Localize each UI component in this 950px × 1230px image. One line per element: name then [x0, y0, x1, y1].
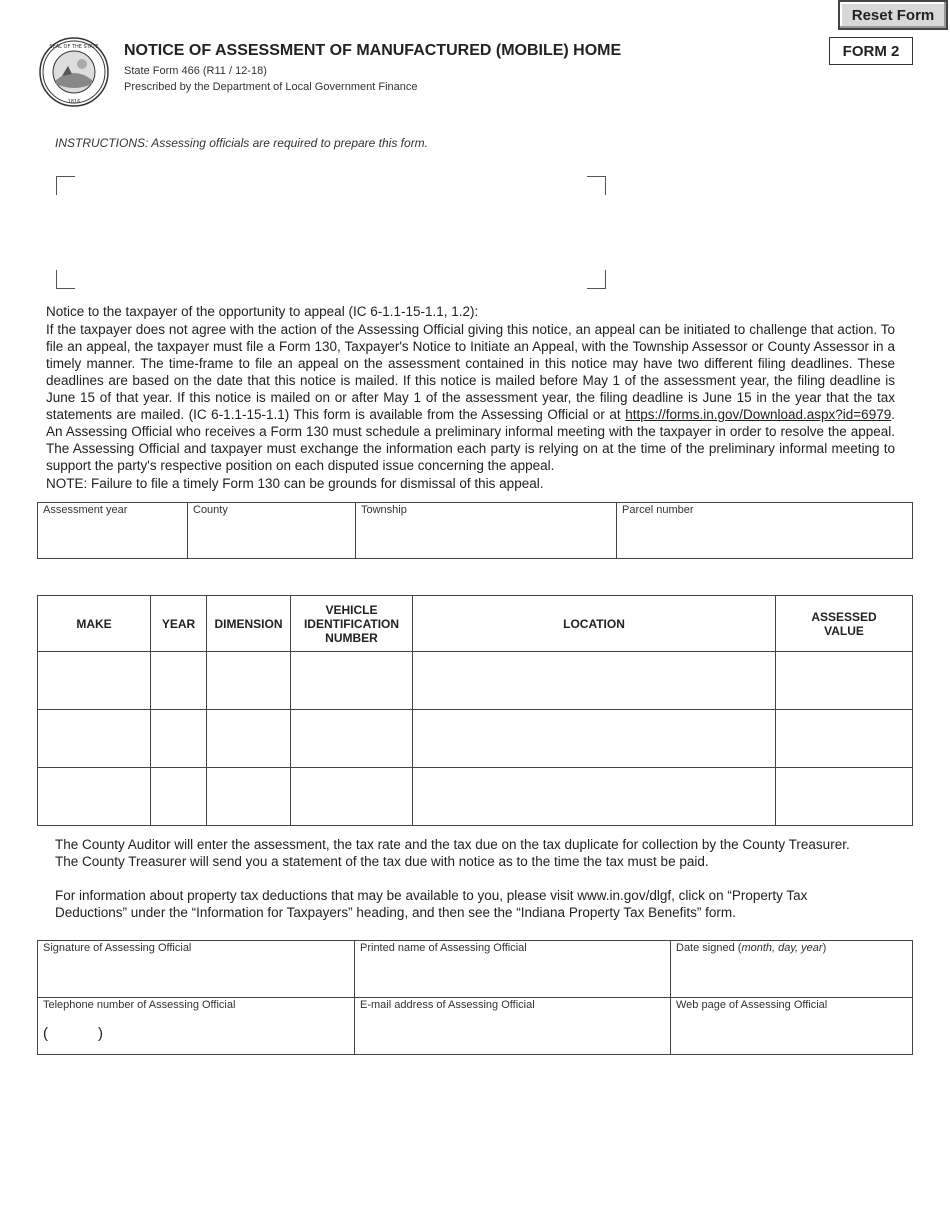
- web-page-label: Web page of Assessing Official: [676, 999, 828, 1011]
- township-label: Township: [361, 504, 407, 516]
- location-cell[interactable]: [413, 710, 776, 768]
- address-window-corner: [587, 176, 606, 195]
- signature-field[interactable]: [38, 941, 355, 998]
- make-cell[interactable]: [38, 768, 151, 826]
- table-row: [38, 652, 913, 710]
- form-title: NOTICE OF ASSESSMENT OF MANUFACTURED (MOBILE) HOME: [124, 42, 622, 59]
- township-field[interactable]: [356, 503, 617, 559]
- appeal-note: NOTE: Failure to file a timely Form 130 can be grounds for dismissal of this appeal.: [46, 476, 544, 491]
- county-label: County: [193, 504, 228, 516]
- instructions-text: INSTRUCTIONS: Assessing officials are required to prepare this form.: [55, 136, 429, 150]
- indiana-state-seal-icon: [38, 36, 110, 108]
- date-signed-field[interactable]: [671, 941, 913, 998]
- county-field[interactable]: [188, 503, 356, 559]
- address-window-corner: [587, 270, 606, 289]
- vin-cell[interactable]: [291, 768, 413, 826]
- assessed-value-cell[interactable]: [776, 768, 913, 826]
- area-code-parens: ( ): [43, 1025, 103, 1042]
- table-row: [38, 710, 913, 768]
- telephone-field[interactable]: [38, 998, 355, 1055]
- signature-label: Signature of Assessing Official: [43, 942, 192, 954]
- date-signed-label: Date signed (month, day, year): [676, 942, 827, 954]
- parcel-number-field[interactable]: [617, 503, 913, 559]
- web-page-field[interactable]: [671, 998, 913, 1055]
- make-cell[interactable]: [38, 652, 151, 710]
- appeal-notice-heading: Notice to the taxpayer of the opportunity to appeal (IC 6-1.1-15-1.1, 1.2):: [46, 304, 479, 319]
- appeal-notice-body: If the taxpayer does not agree with the action of the Assessing Official giving this notice, an appeal can be initiated to challenge that action. To file an appeal, the taxpayer must file a Form 130, Taxpayer's Notice to Initiate an Appeal, with the Township Assessor or County Assessor in a timely manner. The time-frame to file an appeal on the assessment contained in this notice may have two different filing deadlines. These deadlines are based on the date that this notice is mailed. If this notice is mailed before May 1 of the assessment year, the filing deadline is June 15 of that year. If this notice is mailed on or after May 1 of the assessment year, the filing deadline is June 15 in the year that the tax statements are mailed. (IC 6-1.1-15-1.1) This form is available from the Assessing Official or at https://forms.in.gov/Download.aspx?id=6979. An Assessing Official who receives a Form 130 must schedule a preliminary informal meeting with the taxpayer in order to resolve the appeal. The Assessing Official and taxpayer must exchange the information each party is relying on at the time of the preliminary informal meeting to support the party's respective position on each disputed issue concerning the appeal.: [46, 322, 895, 473]
- email-field[interactable]: [355, 998, 671, 1055]
- col-year: YEAR: [151, 596, 207, 652]
- telephone-label: Telephone number of Assessing Official: [43, 999, 236, 1011]
- table-row: [38, 768, 913, 826]
- deductions-notice: For information about property tax deductions that may be available to you, please visit www.in.gov/dlgf, click on “Property Tax Deductions” under the “Information for Taxpayers” heading, and then see the “Indiana Property Tax Benefits” form.: [55, 888, 808, 920]
- location-cell[interactable]: [413, 652, 776, 710]
- form-number-badge: FORM 2: [829, 37, 913, 65]
- dimension-cell[interactable]: [207, 710, 291, 768]
- year-cell[interactable]: [151, 710, 207, 768]
- vin-cell[interactable]: [291, 710, 413, 768]
- prescribed-by: Prescribed by the Department of Local Government Finance: [124, 81, 418, 93]
- col-make: MAKE: [38, 596, 151, 652]
- printed-name-field[interactable]: [355, 941, 671, 998]
- assessed-value-cell[interactable]: [776, 710, 913, 768]
- col-location: LOCATION: [413, 596, 776, 652]
- assessment-year-label: Assessment year: [43, 504, 128, 516]
- svg-text:SEAL OF THE STATE: SEAL OF THE STATE: [49, 44, 99, 50]
- svg-text:1816: 1816: [67, 99, 81, 105]
- email-label: E-mail address of Assessing Official: [360, 999, 535, 1011]
- printed-name-label: Printed name of Assessing Official: [360, 942, 527, 954]
- address-window-corner: [56, 176, 75, 195]
- table-header-row: [38, 596, 913, 652]
- make-cell[interactable]: [38, 710, 151, 768]
- property-info-table: [37, 502, 913, 559]
- state-form-number: State Form 466 (R11 / 12-18): [124, 65, 267, 77]
- col-dimension: DIMENSION: [207, 596, 291, 652]
- auditor-notice: The County Auditor will enter the assessment, the tax rate and the tax due on the tax duplicate for collection by the County Treasurer. The County Treasurer will send you a statement of the tax due with notice as to the time the tax must be paid.: [55, 837, 850, 869]
- reset-form-button[interactable]: Reset Form: [838, 0, 948, 30]
- assessment-year-field[interactable]: [38, 503, 188, 559]
- col-vin: VEHICLE IDENTIFICATION NUMBER: [291, 596, 413, 652]
- signature-table: [37, 940, 913, 1055]
- dimension-cell[interactable]: [207, 652, 291, 710]
- assessed-value-cell[interactable]: [776, 652, 913, 710]
- year-cell[interactable]: [151, 652, 207, 710]
- col-assessed-value: ASSESSED VALUE: [776, 596, 913, 652]
- location-cell[interactable]: [413, 768, 776, 826]
- dimension-cell[interactable]: [207, 768, 291, 826]
- year-cell[interactable]: [151, 768, 207, 826]
- form-download-link[interactable]: https://forms.in.gov/Download.aspx?id=6979: [625, 407, 892, 422]
- mobile-home-table: [37, 595, 913, 826]
- parcel-number-label: Parcel number: [622, 504, 694, 516]
- vin-cell[interactable]: [291, 652, 413, 710]
- address-window-corner: [56, 270, 75, 289]
